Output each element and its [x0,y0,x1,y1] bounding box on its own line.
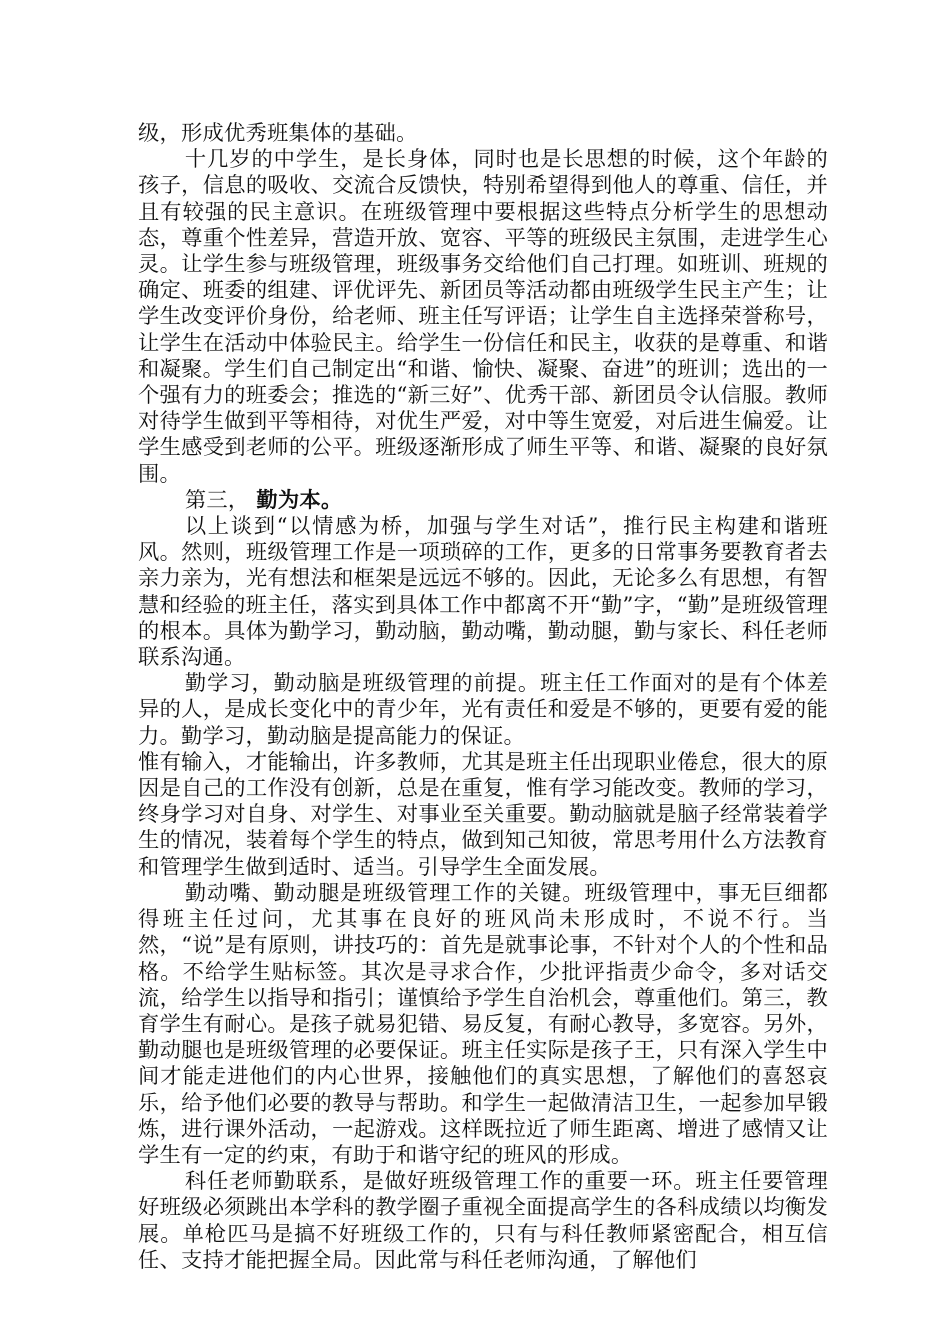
document-page [138,121,828,1274]
paragraph-5: 惟有输入，才能输出，许多教师，尤其是班主任出现职业倦怠，很大的原因是自己的工作没有创新，总是在重复，惟有学习能改变。教师的学习，终身学习对自身、对学生、对事业至关重要。勤动脑就是脑子经常装着学生的情况，装着每个学生的特点，做到知己知彼，常思考用什么方法教育和管理学生做到适时、适当。引导学生全面发展。 [138,749,828,880]
paragraph-6: 勤动嘴、勤动腿是班级管理工作的关键。班级管理中，事无巨细都得班主任过问，尤其事在良好的班风尚未形成时，不说不行。当然，“说”是有原则，讲技巧的：首先是就事论事，不针对个人的个性和品格。不给学生贴标签。其次是寻求合作，少批评指责少命令，多对话交流，给学生以指导和指引；谨慎给予学生自治机会，尊重他们。第三，教育学生有耐心。是孩子就易犯错、易反复，有耐心教导，多宽容。另外，勤动腿也是班级管理的必要保证。班主任实际是孩子王，只有深入学生中间才能走进他们的内心世界，接触他们的真实思想，了解他们的喜怒哀乐，给予他们必要的教导与帮助。和学生一起做清洁卫生，一起参加早锻炼，进行课外活动，一起游戏。这样既拉近了师生距离、增进了感情又让学生有一定的约束，有助于和谐守纪的班风的形成。 [138,880,828,1168]
section-heading-title: 勤为本。 [256,487,343,513]
paragraph-7: 科任老师勤联系，是做好班级管理工作的重要一环。班主任要管理好班级必须跳出本学科的教学圈子重视全面提高学生的各科成绩以均衡发展。单枪匹马是搞不好班级工作的，只有与科任教师紧密配合，相互信任、支持才能把握全局。因此常与科任老师沟通，了解他们 [138,1169,828,1273]
paragraph-0: 级，形成优秀班集体的基础。 [138,121,418,146]
section-heading [138,488,828,514]
paragraph-4: 勤学习，勤动脑是班级管理的前提。班主任工作面对的是有个体差异的人，是成长变化中的青少年，光有责任和爱是不够的，更要有爱的能力。勤学习，勤动脑是提高能力的保证。 [138,671,828,749]
paragraph-3: 以上谈到“以情感为桥，加强与学生对话”，推行民主构建和谐班风。然则，班级管理工作是一项琐碎的工作，更多的日常事务要教育者去亲力亲为，光有想法和框架是远远不够的。因此，无论多么有思想，有智慧和经验的班主任，落实到具体工作中都离不开“勤”字，“勤”是班级管理的根本。具体为勤学习，勤动脑，勤动嘴，勤动腿，勤与家长、科任老师联系沟通。 [138,514,828,671]
paragraph-1: 十几岁的中学生，是长身体，同时也是长思想的时候，这个年龄的孩子，信息的吸收、交流合反馈快，特别希望得到他人的尊重、信任，并且有较强的民主意识。在班级管理中要根据这些特点分析学生的思想动态，尊重个性差异，营造开放、宽容、平等的班级民主氛围，走进学生心灵。让学生参与班级管理，班级事务交给他们自己打理。如班训、班规的确定、班委的组建、评优评先、新团员等活动都由班级学生民主产生；让学生改变评价身份，给老师、班主任写评语；让学生自主选择荣誉称号，让学生在活动中体验民主。给学生一份信任和民主，收获的是尊重、和谐和凝聚。学生们自己制定出“和谐、愉快、凝聚、奋进”的班训；选出的一个强有力的班委会；推选的“新三好”、优秀干部、新团员令认信服。教师对待学生做到平等相待，对优生严爱，对中等生宽爱，对后进生偏爱。让学生感受到老师的公平。班级逐渐形成了师生平等、和谐、凝聚的良好氛围。 [138,147,828,487]
section-heading-prefix: 第三， [184,487,250,513]
